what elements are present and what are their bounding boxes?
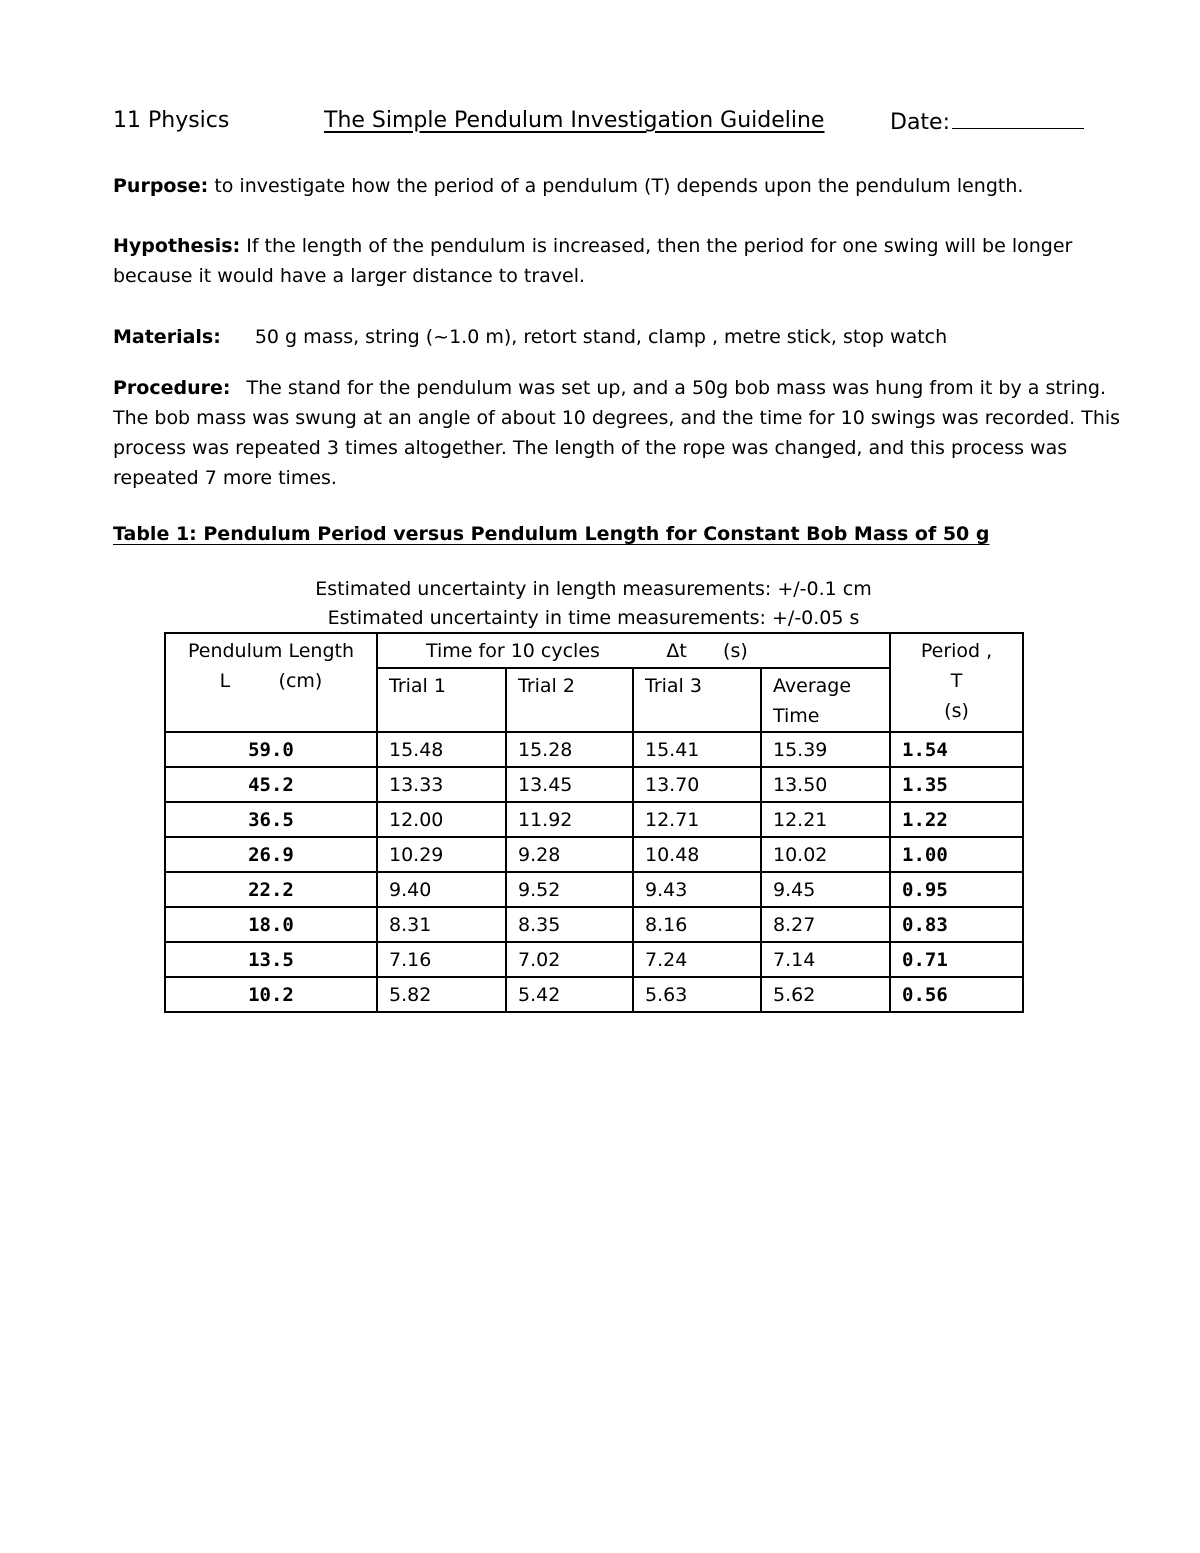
length-cell: 22.2 [165,872,377,907]
trial3-cell: 8.16 [633,907,761,942]
materials-text: 50 g mass, string (~1.0 m), retort stand, clamp , metre stick, stop watch [254,326,948,348]
period-cell: 1.00 [890,837,1023,872]
period-cell: 1.22 [890,802,1023,837]
materials-label: Materials: [113,326,221,348]
purpose-label: Purpose: [113,175,209,197]
length-header-line1: Pendulum Length [187,640,355,662]
average-cell: 12.21 [761,802,890,837]
table-row [165,837,1023,872]
trial2-header: Trial 2 [506,668,633,732]
procedure-section [113,373,1123,493]
length-uncertainty: Estimated uncertainty in length measurements: +/-0.1 cm [315,578,872,600]
period-header-line1: Period , [920,640,993,662]
trial1-cell: 12.00 [377,802,506,837]
table-row [165,732,1023,767]
document-title: The Simple Pendulum Investigation Guideline [324,108,825,133]
length-cell: 59.0 [165,732,377,767]
trial2-cell: 9.52 [506,872,633,907]
length-cell: 26.9 [165,837,377,872]
materials-section [113,322,1123,352]
length-header-line2: L (cm) [219,670,323,692]
table-row [165,942,1023,977]
procedure-label: Procedure: [113,377,231,399]
procedure-text: The stand for the pendulum was set up, and a 50g bob mass was hung from it by a string. The bob mass was swung at an angle of about 10 degrees, and the time for 10 swings was recorded. This process was repeated 3 times altogether. The length of the rope was changed, and this process was repeated 7 more times. [113,377,1121,489]
date-field [890,108,1084,135]
document-header [113,108,1088,142]
purpose-section [113,171,1123,201]
table-row [165,872,1023,907]
trial1-cell: 15.48 [377,732,506,767]
length-cell: 10.2 [165,977,377,1012]
trial1-cell: 7.16 [377,942,506,977]
average-cell: 9.45 [761,872,890,907]
length-cell: 45.2 [165,767,377,802]
pendulum-data-table [164,632,1024,1013]
average-header-line2: Time [773,705,820,727]
table-row [165,802,1023,837]
date-blank-line [952,108,1084,129]
period-cell: 1.54 [890,732,1023,767]
table-row [165,977,1023,1012]
trial1-header: Trial 1 [377,668,506,732]
average-cell: 7.14 [761,942,890,977]
period-header-line2: T [950,670,963,692]
trial1-cell: 5.82 [377,977,506,1012]
length-cell: 13.5 [165,942,377,977]
trial2-cell: 7.02 [506,942,633,977]
average-header-line1: Average [773,675,852,697]
table-header-row [165,633,1023,668]
period-cell: 0.56 [890,977,1023,1012]
average-cell: 10.02 [761,837,890,872]
trial3-cell: 13.70 [633,767,761,802]
trial3-header: Trial 3 [633,668,761,732]
hypothesis-text: If the length of the pendulum is increased, then the period for one swing will be longer because it would have a larger distance to travel. [113,235,1073,287]
table-row [165,767,1023,802]
course-name: 11 Physics [113,108,230,133]
average-cell: 13.50 [761,767,890,802]
period-header [890,633,1023,732]
hypothesis-label: Hypothesis: [113,235,241,257]
hypothesis-section [113,231,1123,291]
table-row [165,907,1023,942]
average-cell: 8.27 [761,907,890,942]
date-label: Date: [890,110,950,135]
period-cell: 0.71 [890,942,1023,977]
trial1-cell: 13.33 [377,767,506,802]
trial2-cell: 13.45 [506,767,633,802]
trial2-cell: 8.35 [506,907,633,942]
time-uncertainty: Estimated uncertainty in time measurements: +/-0.05 s [327,607,860,629]
average-header [761,668,890,732]
trial3-cell: 12.71 [633,802,761,837]
length-cell: 36.5 [165,802,377,837]
period-cell: 0.83 [890,907,1023,942]
period-cell: 0.95 [890,872,1023,907]
length-header [165,633,377,732]
trial3-cell: 9.43 [633,872,761,907]
trial2-cell: 9.28 [506,837,633,872]
trial2-cell: 15.28 [506,732,633,767]
purpose-text: to investigate how the period of a pendulum (T) depends upon the pendulum length. [208,175,1024,197]
trial1-cell: 9.40 [377,872,506,907]
length-cell: 18.0 [165,907,377,942]
table-title: Table 1: Pendulum Period versus Pendulum Length for Constant Bob Mass of 50 g [113,523,990,545]
trial3-cell: 5.63 [633,977,761,1012]
trial2-cell: 5.42 [506,977,633,1012]
trial3-cell: 10.48 [633,837,761,872]
average-cell: 5.62 [761,977,890,1012]
time-group-label: Time for 10 cycles Δt (s) [426,639,748,662]
trial1-cell: 8.31 [377,907,506,942]
period-cell: 1.35 [890,767,1023,802]
trial1-cell: 10.29 [377,837,506,872]
trial3-cell: 15.41 [633,732,761,767]
average-cell: 15.39 [761,732,890,767]
table-body [165,732,1023,1012]
trial3-cell: 7.24 [633,942,761,977]
time-group-header [377,633,890,668]
trial2-cell: 11.92 [506,802,633,837]
period-header-line3: (s) [944,700,969,722]
